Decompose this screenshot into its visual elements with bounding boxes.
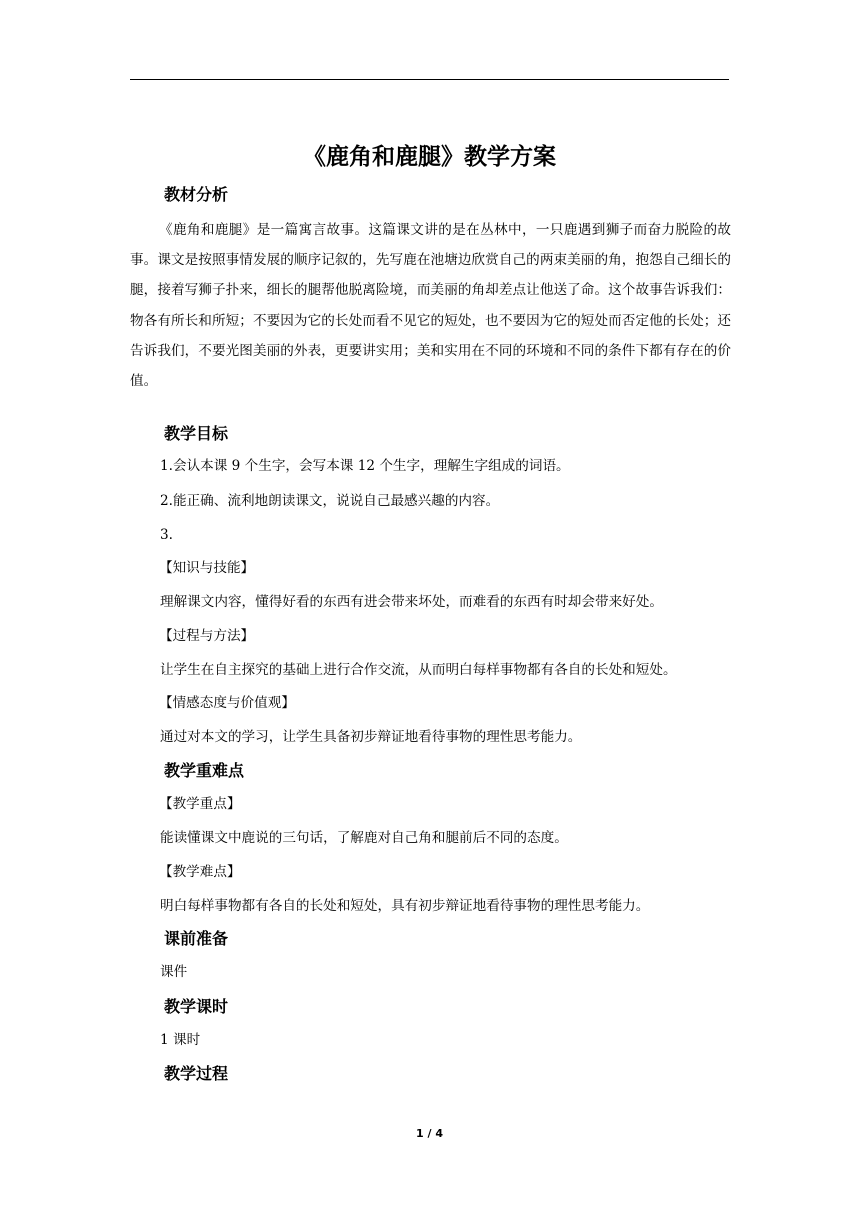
preparation-text: 课件 (160, 964, 188, 980)
emotion-text: 通过对本文的学习，让学生具备初步辩证地看待事物的理性思考能力。 (160, 729, 582, 745)
goal-item-3: 3. (160, 527, 173, 543)
difficulty-label: 【教学难点】 (159, 864, 241, 880)
focus-label: 【教学重点】 (159, 796, 241, 812)
analysis-paragraph: 《鹿角和鹿腿》是一篇寓言故事。这篇课文讲的是在丛林中，一只鹿遇到狮子而奋力脱险的故事。课文是按照事情发展的顺序记叙的，先写鹿在池塘边欣赏自己的两束美丽的角，抱怨自己细长的腿，接着写狮子扑来，细长的腿帮他脱离险境，而美丽的角却差点让他送了命。这个故事告诉我们：物各有所长和所短；不要因为它的长处而看不见它的短处，也不要因为它的短处而否定他的长处；还告诉我们，不要光图美丽的外表，更要讲实用；美和实用在不同的环境和不同的条件下都有存在的价值。 (130, 222, 731, 390)
page-number: 1 / 4 (416, 1127, 443, 1140)
document-title: 《鹿角和鹿腿》教学方案 (303, 144, 556, 170)
knowledge-text: 理解课文内容，懂得好看的东西有进会带来坏处，而难看的东西有时却会带来好处。 (160, 594, 663, 610)
goal-item-1: 1.会认本课 9 个生字，会写本课 12 个生字，理解生字组成的词语。 (160, 458, 570, 474)
emotion-label: 【情感态度与价值观】 (159, 695, 295, 711)
knowledge-label: 【知识与技能】 (159, 560, 255, 576)
heading-process: 教学过程 (164, 1064, 229, 1083)
heading-preparation: 课前准备 (164, 929, 229, 948)
process-method-text: 让学生在自主探究的基础上进行合作交流，从而明白每样事物都有各自的长处和短处。 (160, 662, 677, 678)
process-method-label: 【过程与方法】 (159, 628, 255, 644)
heading-hours: 教学课时 (164, 997, 229, 1016)
difficulty-text: 明白每样事物都有各自的长处和短处，具有初步辩证地看待事物的理性思考能力。 (160, 898, 650, 914)
hours-text: 1 课时 (160, 1032, 201, 1048)
heading-key-points: 教学重难点 (164, 761, 245, 780)
goal-item-2: 2.能正确、流利地朗读课文，说说自己最感兴趣的内容。 (160, 493, 500, 509)
heading-goals: 教学目标 (164, 424, 229, 443)
heading-analysis: 教材分析 (164, 185, 229, 204)
focus-text: 能读懂课文中鹿说的三句话，了解鹿对自己角和腿前后不同的态度。 (160, 830, 568, 846)
header-rule (130, 79, 729, 80)
